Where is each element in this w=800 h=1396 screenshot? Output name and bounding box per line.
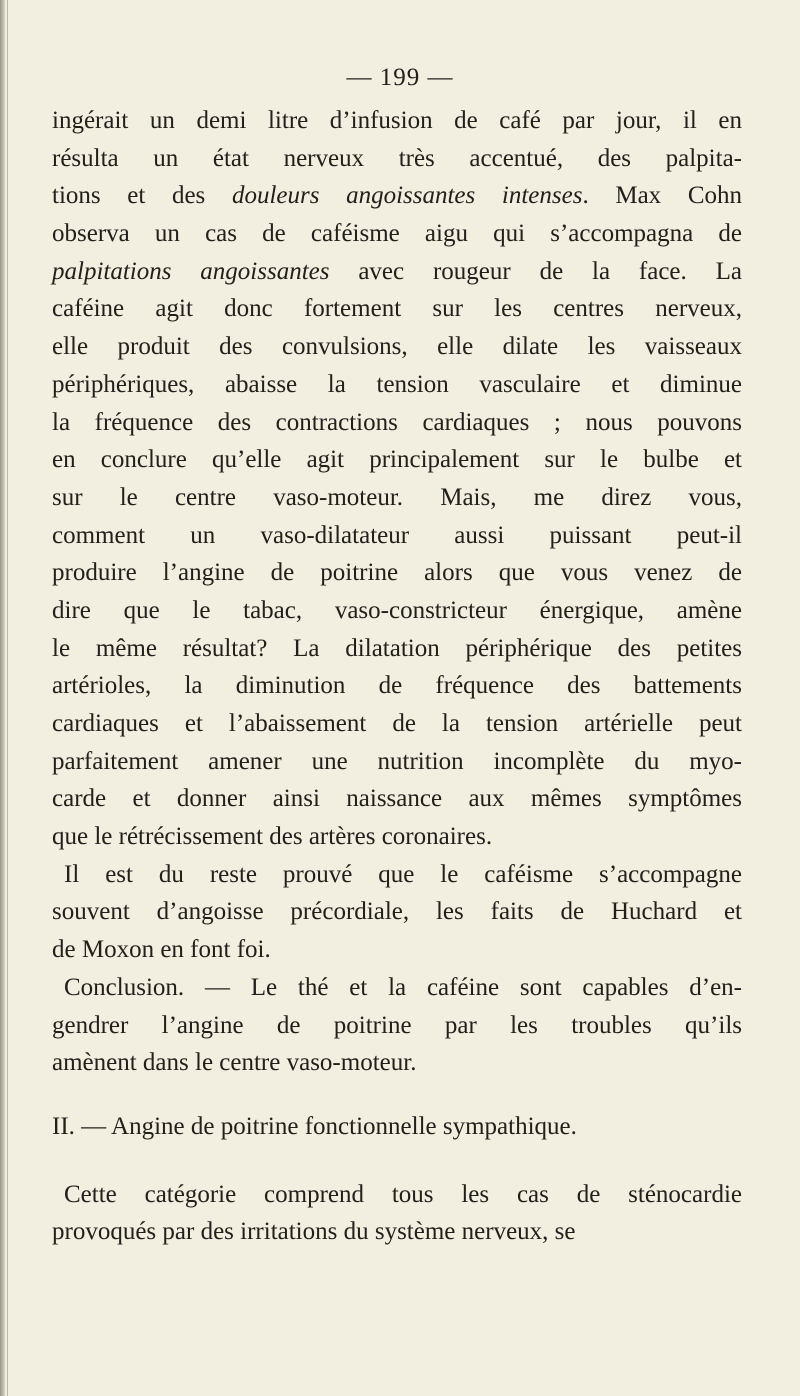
text-line	[52, 969, 742, 1007]
text-segment: ingérait un demi litre d’infusion de café par jour, il en	[52, 107, 742, 134]
text-line	[52, 1007, 742, 1045]
italic-text: douleurs angoissantes intenses	[231, 182, 583, 210]
text-segment: produire l’angine de poitrine alors que vous venez de	[52, 559, 742, 587]
paragraph-conclusion	[52, 969, 742, 1082]
text-segment: gendrer l’angine de poitrine par les troubles qu’ils	[52, 1011, 742, 1039]
text-segment: comment un vaso-dilatateur aussi puissant peut-il	[52, 521, 742, 549]
text-line	[52, 1176, 742, 1214]
text-segment: en conclure qu’elle agit principalement sur le bulbe et	[52, 446, 742, 474]
text-line	[52, 479, 742, 517]
text-segment: Conclusion. — Le thé et la caféine sont capables d’en-	[64, 973, 742, 1001]
text-segment: souvent d’angoisse précordiale, les faits de Huchard et	[52, 898, 742, 926]
spacer	[52, 1082, 742, 1108]
text-line	[52, 630, 742, 668]
text-line	[52, 931, 742, 969]
paragraph-caffeism-angina	[52, 856, 742, 969]
text-segment: le même résultat? La dilatation périphérique des petites	[52, 634, 742, 662]
text-line	[52, 1213, 742, 1251]
text-line	[52, 215, 742, 253]
text-line	[52, 592, 742, 630]
text-line	[52, 667, 742, 705]
text-line	[52, 780, 742, 818]
text-segment: que le rétrécissement des artères coronaires.	[52, 823, 493, 851]
text-segment: Il est du reste prouvé que le caféisme s’accompagne	[64, 860, 742, 888]
text-line	[52, 818, 742, 856]
text-segment: résulta un état nerveux très accentué, des palpita-	[52, 144, 742, 172]
text-line	[52, 743, 742, 781]
page-binding-shadow	[7, 0, 8, 1396]
text-segment: . Max Cohn	[582, 182, 742, 210]
text-line	[52, 893, 742, 931]
text-line	[52, 554, 742, 592]
text-segment: parfaitement amener une nutrition incomplète du myo-	[52, 747, 742, 775]
text-line	[52, 366, 742, 404]
text-line	[52, 328, 742, 366]
text-line	[52, 140, 742, 178]
text-segment: la fréquence des contractions cardiaques ; nous pouvons	[52, 408, 742, 436]
text-line	[52, 290, 742, 328]
paragraph-caffeine-effects	[52, 102, 742, 856]
text-segment: cardiaques et l’abaissement de la tension artérielle peut	[52, 710, 742, 737]
text-segment: avec rougeur de la face. La	[329, 257, 742, 285]
text-line	[52, 102, 742, 140]
italic-text: palpitations angoissantes	[52, 257, 330, 285]
text-line	[52, 441, 742, 479]
text-segment: provoqués par des irritations du système nerveux, se	[52, 1218, 576, 1246]
text-line	[52, 856, 742, 894]
text-segment: observa un cas de caféisme aigu qui s’accompagna de	[52, 220, 742, 248]
text-line	[52, 517, 742, 555]
page-binding-edge	[0, 0, 5, 1396]
spacer	[52, 1146, 742, 1176]
text-segment: elle produit des convulsions, elle dilate les vaisseaux	[52, 333, 742, 361]
text-segment: artérioles, la diminution de fréquence des battements	[52, 672, 742, 700]
page-body	[52, 102, 742, 1251]
text-segment: Cette catégorie comprend tous les cas de sténocardie	[64, 1180, 742, 1208]
text-line	[52, 253, 742, 291]
text-line	[52, 1044, 742, 1082]
text-line	[52, 177, 742, 215]
text-segment: carde et donner ainsi naissance aux mêmes symptômes	[52, 785, 742, 813]
page-number: — 199 —	[346, 64, 454, 91]
text-segment: caféine agit donc fortement sur les centres nerveux,	[52, 295, 742, 323]
text-line	[52, 404, 742, 442]
text-segment: de Moxon en font foi.	[52, 936, 271, 964]
text-line	[52, 705, 742, 743]
text-segment: dire que le tabac, vaso-constricteur énergique, amène	[52, 596, 742, 624]
text-segment: tions et des	[52, 182, 232, 210]
paragraph-sympathetic-category	[52, 1176, 742, 1251]
text-segment: périphériques, abaisse la tension vasculaire et diminue	[52, 370, 742, 398]
text-segment: amènent dans le centre vaso-moteur.	[52, 1049, 417, 1077]
text-segment: sur le centre vaso-moteur. Mais, me direz vous,	[52, 483, 742, 511]
section-heading: II. — Angine de poitrine fonctionnelle sympathique.	[52, 1112, 577, 1140]
